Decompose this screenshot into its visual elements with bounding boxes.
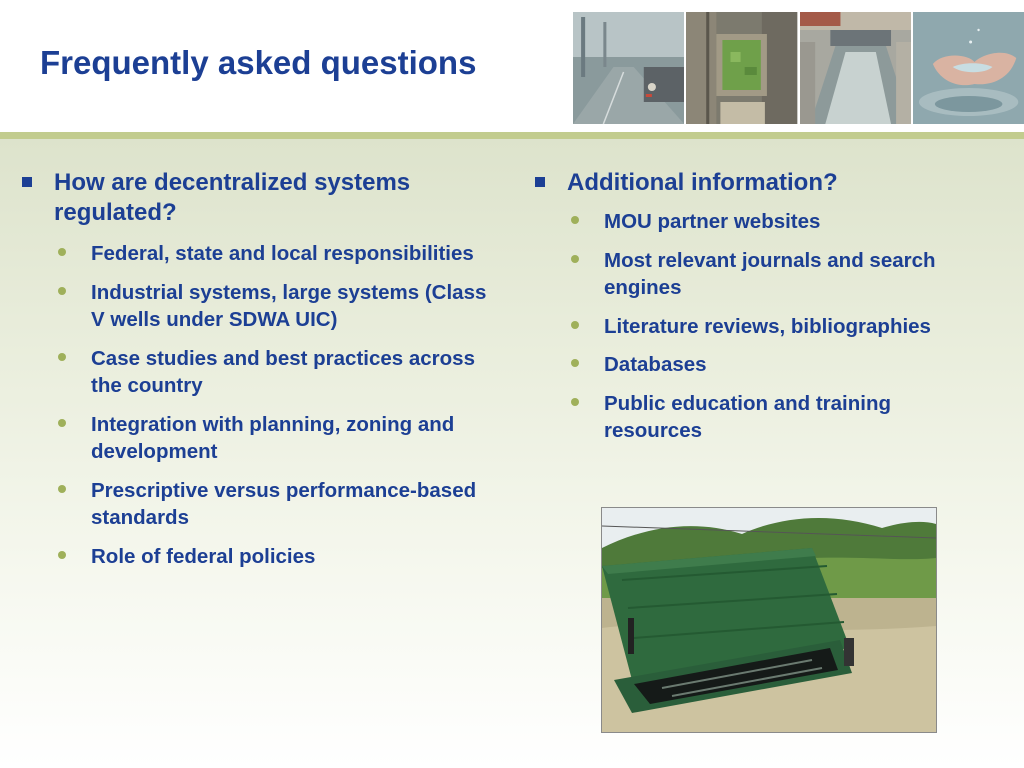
list-item-text: Most relevant journals and search engines bbox=[604, 248, 936, 299]
list-item-text: MOU partner websites bbox=[604, 210, 821, 233]
round-bullet-icon bbox=[58, 419, 66, 427]
round-bullet-icon bbox=[58, 485, 66, 493]
list-item-text: Databases bbox=[604, 353, 707, 376]
square-bullet-icon bbox=[22, 177, 32, 187]
list-item-text: Prescriptive versus performance-based standards bbox=[91, 478, 477, 529]
list-item-text: Role of federal policies bbox=[91, 544, 316, 568]
list-item-text: Case studies and best practices across the country bbox=[91, 346, 475, 397]
resources-list bbox=[571, 208, 975, 445]
wet-city-street-photo bbox=[573, 12, 684, 124]
list-item bbox=[571, 208, 975, 236]
slide-header bbox=[0, 0, 1024, 132]
right-column bbox=[535, 168, 975, 456]
round-bullet-icon bbox=[571, 321, 579, 329]
round-bullet-icon bbox=[571, 255, 579, 263]
question-text: Additional information? bbox=[567, 169, 838, 196]
list-item bbox=[58, 543, 492, 571]
list-item bbox=[571, 390, 975, 445]
round-bullet-icon bbox=[571, 359, 579, 367]
hands-water-photo bbox=[913, 12, 1024, 124]
round-bullet-icon bbox=[58, 287, 66, 295]
round-bullet-icon bbox=[58, 551, 66, 559]
list-item bbox=[58, 240, 492, 268]
question-text: How are decentralized systems regulated? bbox=[54, 169, 411, 226]
list-item-text: Public education and training resources bbox=[604, 391, 892, 442]
list-item bbox=[58, 345, 492, 400]
round-bullet-icon bbox=[58, 353, 66, 361]
left-column bbox=[22, 168, 492, 581]
regulation-topics-list bbox=[58, 240, 492, 570]
list-item bbox=[58, 411, 492, 466]
round-bullet-icon bbox=[571, 398, 579, 406]
list-item bbox=[58, 279, 492, 334]
open-septic-tank-lid-photo bbox=[601, 507, 937, 733]
header-divider bbox=[0, 132, 1024, 139]
question-additional-info bbox=[535, 168, 975, 198]
list-item bbox=[58, 477, 492, 532]
round-bullet-icon bbox=[58, 248, 66, 256]
list-item bbox=[571, 313, 975, 341]
list-item-text: Industrial systems, large systems (Class V wells under SDWA UIC) bbox=[91, 280, 487, 331]
list-item-text: Integration with planning, zoning and development bbox=[91, 412, 455, 463]
list-item-text: Literature reviews, bibliographies bbox=[604, 314, 931, 338]
round-bullet-icon bbox=[571, 216, 579, 224]
square-bullet-icon bbox=[535, 177, 545, 187]
green-roof-photo bbox=[686, 12, 797, 124]
treatment-channel-photo bbox=[800, 12, 911, 124]
list-item bbox=[571, 351, 975, 379]
header-photo-strip bbox=[573, 12, 1024, 124]
question-regulation bbox=[22, 168, 492, 228]
list-item-text: Federal, state and local responsibilities bbox=[91, 242, 474, 265]
slide-title: Frequently asked questions bbox=[40, 44, 477, 81]
list-item bbox=[571, 247, 975, 302]
